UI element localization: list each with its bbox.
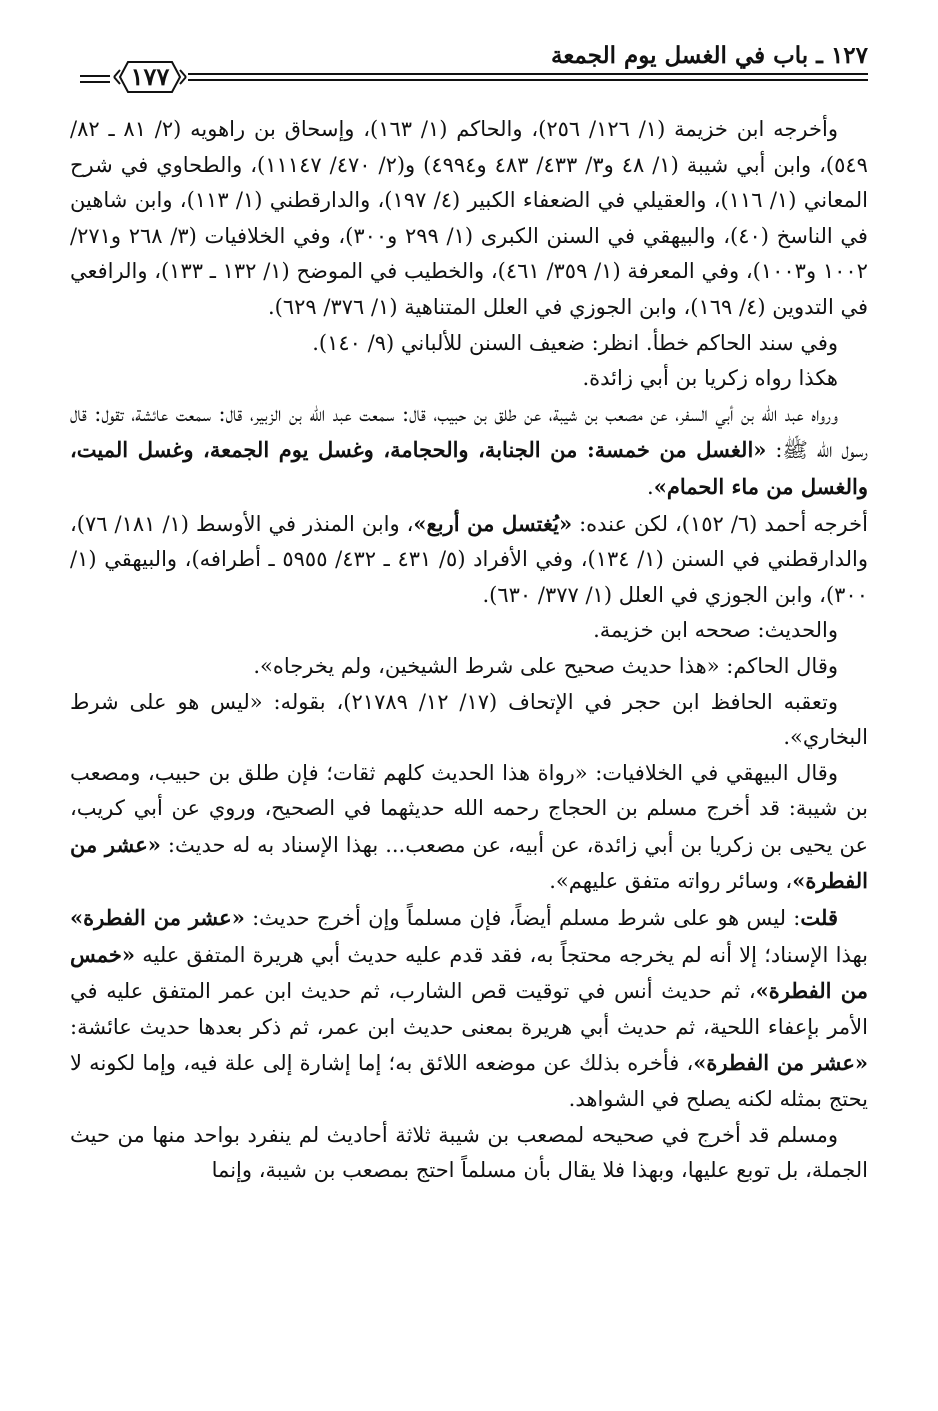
text-segment: وفي سند الحاكم خطأ. انظر: ضعيف السنن للألباني (٩/ ١٤٠). — [312, 330, 838, 355]
paragraph-p4 — [70, 397, 868, 506]
page-body — [70, 112, 868, 1371]
paragraph-p6 — [70, 613, 868, 649]
paragraph-p10 — [70, 900, 868, 1118]
text-segment: وقال البيهقي في الخلافيات: «رواة هذا الحديث كلهم ثقات؛ فإن طلق بن حبيب، ومصعب بن شيبة: قد أخرج مسلم بن الحجاج رحمه الله حديثهما في الصحيح، وروي عن أبي كريب، عن يحيى بن زكريا بن أبي زائدة، عن أبيه، عن مصعب... بهذا الإسناد به له حديث: — [70, 760, 868, 857]
text-segment: والحديث: صححه ابن خزيمة. — [593, 618, 838, 643]
paragraph-p3 — [70, 361, 868, 397]
paragraph-p11 — [70, 1118, 868, 1189]
text-segment: بهذا الإسناد؛ إلا أنه لم يخرجه محتجاً به، فقد قدم عليه حديث أبي هريرة المتفق عليه — [135, 942, 868, 967]
text-segment: ، وابن المنذر في الأوسط (١/ ١٨١/ ٧٦)، والدارقطني في السنن (١/ ١٣٤)، وفي الأفراد (٥/ ٤٣١ ـ ٤٣٢/ ٥٩٥٥ ـ أطرافه)، والبيهقي (١/ ٣٠٠)، وابن الجوزي في العلل (١/ ٣٧٧/ ٦٣٠). — [70, 511, 868, 607]
page-header — [70, 36, 868, 96]
text-segment: وأخرجه ابن خزيمة (١/ ١٢٦/ ٢٥٦)، والحاكم (١/ ١٦٣)، وإسحاق بن راهويه (٢/ ٨١ ـ ٨٢/ ٥٤٩)، وابن أبي شيبة (١/ ٤٨ و٣/ ٤٣٣/ ٤٨٣ و٤٩٩٤) و(٢/ ٤٧٠/ ١١١٤٧)، والطحاوي في شرح المعاني (١/ ١١٦)، والعقيلي في الضعفاء الكبير (٤/ ١٩٧)، والدارقطني (١/ ١١٣)، وابن شاهين في الناسخ (٤٠)، والبيهقي في السنن الكبرى (١/ ٢٩٩ و٣٠٠)، وفي الخلافيات (٣/ ٢٦٨ و٢٧١/ ١٠٠٢ و١٠٠٣)، وفي المعرفة (١/ ٣٥٩/ ٤٦١)، والخطيب في الموضح (١/ ١٣٢ ـ ١٣٣)، والرافعي في التدوين (٤/ ١٦٩)، وابن الجوزي في العلل المتناهية (١/ ٣٧٦/ ٦٢٩). — [70, 117, 868, 319]
bold-quote: «عشر من الفطرة» — [70, 831, 868, 894]
text-segment: ، ثم حديث أنس في توقيت قص الشارب، ثم حديث ابن عمر المتفق عليه في الأمر بإعفاء اللحية، ثم حديث أبي هريرة بمعنى حديث ابن عمر، ثم ذكر بعدها حديث عائشة: — [70, 979, 868, 1039]
text-segment: ، فأخره بذلك عن موضعه اللائق به؛ إما إشارة إلى علة فيه، وإما لكونه لا يحتج بمثله لكنه يصلح في الشواهد. — [70, 1051, 868, 1112]
paragraph-p8 — [70, 685, 868, 756]
bold-quote: «يُغتسل من أربع» — [413, 510, 573, 536]
header-rule — [188, 73, 868, 81]
paragraph-p5 — [70, 506, 868, 614]
bold-quote: «خمس من الفطرة» — [70, 941, 868, 1004]
text-segment: هكذا رواه زكريا بن أبي زائدة. — [582, 366, 838, 391]
paragraph-p2 — [70, 326, 868, 362]
text-segment: وتعقبه الحافظ ابن حجر في الإتحاف (١٧/ ١٢/ ٢١٧٨٩)، بقوله: «ليس هو على شرط البخاري». — [70, 689, 868, 750]
paragraph-p9 — [70, 756, 868, 900]
running-title: ١٢٧ ـ باب في الغسل يوم الجمعة — [551, 42, 868, 69]
bold-quote: «عشر من الفطرة» — [693, 1050, 868, 1076]
bold-quote: قلت — [800, 905, 838, 931]
paragraph-p7 — [70, 649, 868, 685]
text-segment: ورواه عبد الله بن أبي السفر، عن مصعب بن شيبة، عن طلق بن حبيب، قال: سمعت عبد الله بن الزبير، قال: سمعت عائشة، تقول: قال رسول الله ﷺ: — [70, 401, 868, 463]
page-number-badge — [110, 58, 190, 96]
text-segment: أخرجه أحمد (٦/ ١٥٢)، لكن عنده: — [572, 511, 868, 536]
text-segment: وقال الحاكم: «هذا حديث صحيح على شرط الشيخين، ولم يخرجاه». — [253, 653, 838, 678]
bold-quote: «عشر من الفطرة» — [70, 905, 245, 931]
header-rule-left — [80, 75, 110, 83]
text-segment: ، وسائر رواته متفق عليهم». — [549, 869, 793, 894]
text-segment: . — [647, 474, 654, 499]
text-segment: : ليس هو على شرط مسلم أيضاً، فإن مسلماً وإن أخرج حديث: — [244, 906, 801, 931]
page-number: ١٧٧ — [130, 62, 170, 91]
text-segment: ومسلم قد أخرج في صحيحه لمصعب بن شيبة ثلاثة أحاديث لم ينفرد بواحد منها من حيث الجملة، بل توبع عليها، وبهذا فلا يقال بأن مسلماً احتج بمصعب بن شيبة، وإنما — [70, 1122, 868, 1183]
paragraph-p1 — [70, 112, 868, 326]
bold-quote: «الغسل من خمسة: من الجنابة، والحجامة، وغسل يوم الجمعة، وغسل الميت، والغسل من ماء الحمام» — [70, 437, 868, 499]
